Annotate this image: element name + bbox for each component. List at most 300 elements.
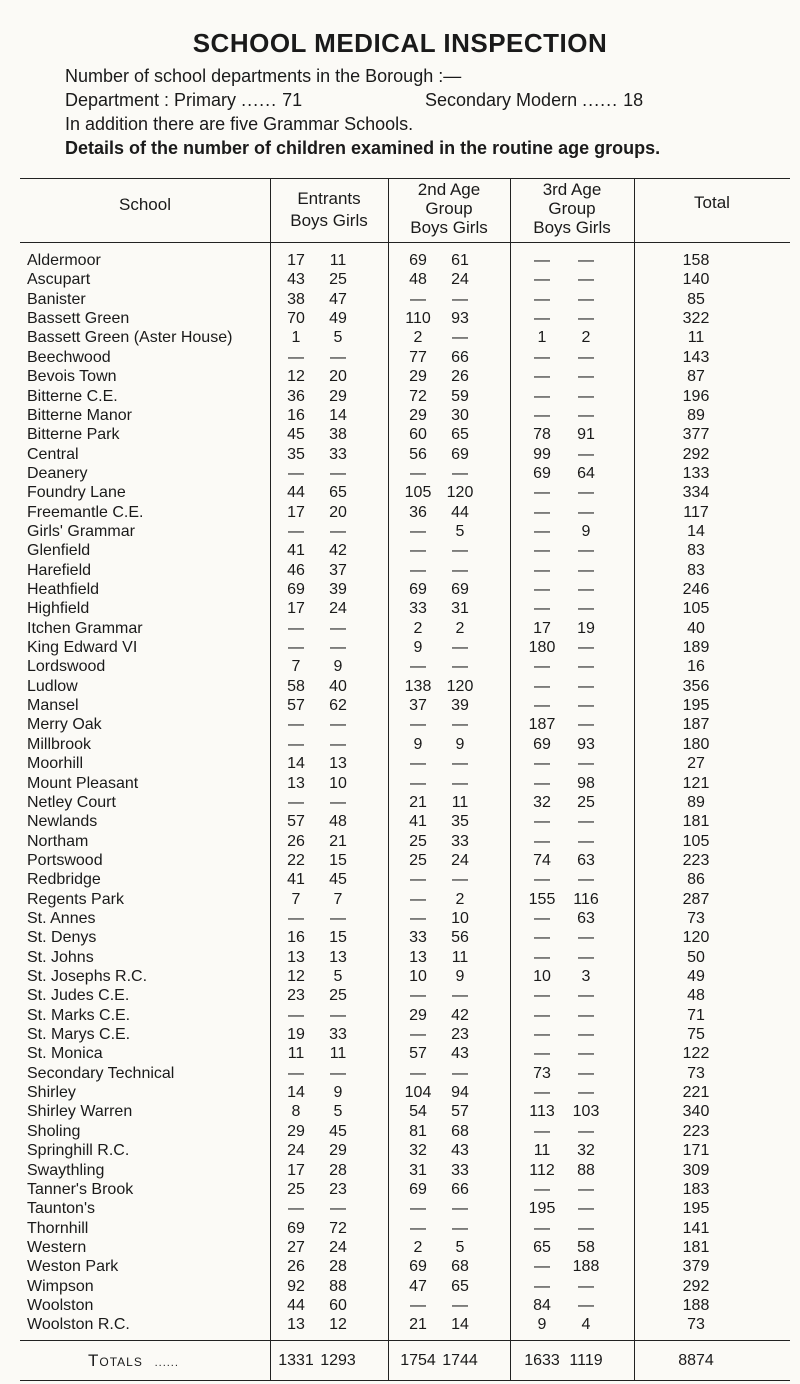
cell-third-girls: — xyxy=(578,252,594,269)
school-name: Mount Pleasant xyxy=(27,774,139,792)
cell-third-girls: 64 xyxy=(577,464,595,482)
cell-entrants-girls: 13 xyxy=(329,948,347,966)
cell-third-boys: — xyxy=(534,1180,550,1198)
cell-third-boys: 32 xyxy=(533,793,551,811)
cell-entrants-girls: — xyxy=(330,793,346,811)
school-name: St. Annes xyxy=(27,909,96,927)
cell-total: 140 xyxy=(682,271,710,289)
header-entrants-sub: Boys Girls xyxy=(290,211,368,230)
school-name: Netley Court xyxy=(27,793,116,811)
totals-label-text: Totals xyxy=(88,1351,143,1370)
cell-second-boys: — xyxy=(410,658,426,676)
cell-total: 86 xyxy=(687,871,705,889)
cell-third-boys: — xyxy=(534,600,550,618)
cell-entrants-girls: 39 xyxy=(329,581,347,598)
cell-entrants-girls: — xyxy=(330,639,346,656)
cell-third-boys: — xyxy=(534,1122,550,1140)
cell-third-girls: — xyxy=(578,368,594,386)
cell-entrants-boys: 1 xyxy=(291,329,301,347)
cell-second-boys: 81 xyxy=(409,1122,427,1140)
school-name: Banister xyxy=(27,290,86,308)
cell-second-boys: 33 xyxy=(409,929,427,947)
cell-third-boys: — xyxy=(534,1006,550,1024)
cell-entrants-girls: 29 xyxy=(329,1142,347,1160)
school-name: Freemantle C.E. xyxy=(27,503,144,521)
cell-third-girls: 19 xyxy=(577,619,595,637)
cell-second-girls: — xyxy=(452,1296,468,1314)
cell-entrants-boys: 45 xyxy=(287,426,305,444)
intro-details-line: Details of the number of children examined in the routine age groups. xyxy=(65,138,661,158)
cell-second-girls: 69 xyxy=(451,581,469,598)
cell-third-boys: — xyxy=(534,581,550,598)
cell-entrants-girls: 24 xyxy=(329,1238,347,1256)
school-name: Wimpson xyxy=(27,1277,94,1295)
school-name: Mansel xyxy=(27,697,79,714)
cell-entrants-girls: 24 xyxy=(329,600,347,618)
header-third-group-label: Group xyxy=(548,199,596,218)
cell-entrants-boys: 19 xyxy=(287,1026,305,1043)
cell-third-girls: — xyxy=(578,813,594,831)
cell-entrants-boys: 8 xyxy=(291,1103,301,1121)
school-name: Swaythling xyxy=(27,1161,105,1179)
school-name: Millbrook xyxy=(27,735,92,753)
cell-third-boys: 155 xyxy=(528,890,556,908)
cell-entrants-boys: — xyxy=(288,735,304,753)
cell-second-girls: 56 xyxy=(451,929,469,947)
school-name: Weston Park xyxy=(27,1258,119,1276)
cell-second-boys: — xyxy=(410,290,426,308)
cell-third-girls: 3 xyxy=(581,968,591,985)
cell-third-boys: — xyxy=(534,677,550,695)
school-name: Moorhill xyxy=(27,755,84,773)
cell-third-boys: — xyxy=(534,871,550,889)
cell-total: 48 xyxy=(687,987,705,1005)
cell-second-boys: — xyxy=(410,871,426,889)
cell-entrants-girls: 11 xyxy=(329,252,347,269)
cell-total: 287 xyxy=(682,890,710,908)
cell-second-girls: 11 xyxy=(451,793,469,811)
cell-second-girls: 94 xyxy=(451,1084,469,1102)
cell-total: 181 xyxy=(682,813,710,831)
cell-second-boys: — xyxy=(410,561,426,579)
cell-entrants-boys: 12 xyxy=(287,968,305,985)
cell-second-boys: 37 xyxy=(409,697,427,714)
header-second-group-label: Group xyxy=(425,199,473,218)
cell-second-girls: — xyxy=(452,561,468,579)
cell-third-boys: — xyxy=(534,1084,550,1102)
cell-third-boys: — xyxy=(534,503,550,521)
cell-entrants-girls: 88 xyxy=(329,1277,347,1295)
cell-total: 105 xyxy=(682,832,710,850)
cell-entrants-boys: 16 xyxy=(287,929,305,947)
cell-third-girls: — xyxy=(578,406,594,424)
cell-third-boys: — xyxy=(534,1219,550,1237)
cell-total: 121 xyxy=(682,774,710,792)
header-bottom-rule xyxy=(20,242,790,243)
total-second-boys: 1754 xyxy=(400,1352,436,1369)
cell-third-girls: — xyxy=(578,716,594,734)
secondary-label: Secondary Modern xyxy=(425,90,578,110)
cell-entrants-boys: 43 xyxy=(287,271,305,289)
school-name: Tanner's Brook xyxy=(27,1180,134,1198)
cell-total: 83 xyxy=(687,561,705,579)
school-name: Shirley Warren xyxy=(27,1103,133,1121)
cell-second-girls: 5 xyxy=(455,1238,465,1256)
school-name: Northam xyxy=(27,832,89,850)
header-second-age-label: 2nd Age xyxy=(417,180,481,199)
cell-third-girls: — xyxy=(578,387,594,405)
cell-second-boys: 60 xyxy=(409,426,427,444)
cell-second-girls: 43 xyxy=(451,1142,469,1160)
cell-entrants-boys: — xyxy=(288,639,304,656)
cell-third-girls: 9 xyxy=(581,522,591,540)
cell-third-boys: — xyxy=(534,987,550,1005)
school-name: Foundry Lane xyxy=(27,484,126,502)
cell-second-boys: 25 xyxy=(409,851,427,869)
cell-total: 188 xyxy=(682,1296,710,1314)
cell-entrants-girls: 40 xyxy=(329,677,347,695)
intro-departments-line: Number of school departments in the Borough :— xyxy=(65,66,462,86)
cell-entrants-girls: 9 xyxy=(333,658,343,676)
cell-entrants-girls: 15 xyxy=(329,851,347,869)
cell-entrants-girls: 38 xyxy=(329,426,347,444)
cell-third-girls: — xyxy=(578,1064,594,1082)
cell-entrants-boys: 27 xyxy=(287,1238,305,1256)
cell-second-girls: — xyxy=(452,755,468,773)
cell-third-girls: 58 xyxy=(577,1238,595,1256)
cell-third-boys: — xyxy=(534,310,550,328)
cell-third-girls: 93 xyxy=(577,735,595,753)
intro-counts-line xyxy=(65,90,735,111)
cell-third-boys: — xyxy=(534,1026,550,1043)
cell-entrants-boys: 7 xyxy=(291,890,301,908)
cell-third-girls: — xyxy=(578,271,594,289)
cell-total: 183 xyxy=(682,1180,710,1198)
cell-third-boys: — xyxy=(534,948,550,966)
primary-value: 71 xyxy=(282,90,303,110)
cell-second-girls: 57 xyxy=(451,1103,469,1121)
cell-third-boys: — xyxy=(534,484,550,502)
cell-entrants-boys: 69 xyxy=(287,581,305,598)
cell-third-girls: — xyxy=(578,290,594,308)
cell-second-boys: 25 xyxy=(409,832,427,850)
cell-total: 334 xyxy=(682,484,710,502)
cell-second-boys: — xyxy=(410,1296,426,1314)
cell-entrants-boys: 12 xyxy=(287,368,305,386)
cell-third-girls: — xyxy=(578,542,594,560)
cell-second-girls: 65 xyxy=(451,1277,469,1295)
school-name: King Edward VI xyxy=(27,639,138,656)
cell-entrants-boys: — xyxy=(288,1064,304,1082)
cell-third-girls: — xyxy=(578,1180,594,1198)
school-name: St. Johns xyxy=(27,948,94,966)
table-bottom-rule xyxy=(20,1380,790,1381)
cell-second-girls: — xyxy=(452,871,468,889)
cell-second-boys: 48 xyxy=(409,271,427,289)
intro-grammar-line: In addition there are five Grammar Schools. xyxy=(65,114,414,134)
cell-total: 85 xyxy=(687,290,705,308)
cell-entrants-girls: — xyxy=(330,1006,346,1024)
school-name: Shirley xyxy=(27,1084,76,1102)
cell-entrants-boys: 41 xyxy=(287,871,305,889)
cell-second-boys: — xyxy=(410,1200,426,1218)
cell-entrants-boys: 57 xyxy=(287,813,305,831)
school-name: Redbridge xyxy=(27,871,101,889)
cell-total: 133 xyxy=(682,464,710,482)
cell-second-boys: 72 xyxy=(409,387,427,405)
cell-second-boys: — xyxy=(410,464,426,482)
cell-total: 71 xyxy=(687,1006,705,1024)
cell-entrants-boys: 26 xyxy=(287,1258,305,1276)
cell-second-boys: 69 xyxy=(409,1258,427,1276)
school-name: Bitterne Park xyxy=(27,426,120,444)
school-name: Deanery xyxy=(27,464,88,482)
cell-third-boys: 84 xyxy=(533,1296,551,1314)
cell-third-girls: — xyxy=(578,832,594,850)
cell-entrants-girls: 65 xyxy=(329,484,347,502)
cell-total: 120 xyxy=(682,929,710,947)
cell-entrants-girls: — xyxy=(330,619,346,637)
cell-entrants-boys: 14 xyxy=(287,1084,305,1102)
cell-total: 27 xyxy=(687,755,705,773)
cell-third-girls: — xyxy=(578,1219,594,1237)
cell-third-boys: — xyxy=(534,348,550,366)
cell-total: 73 xyxy=(687,909,705,927)
cell-total: 189 xyxy=(682,639,710,656)
school-name: Glenfield xyxy=(27,542,91,560)
cell-third-girls: — xyxy=(578,561,594,579)
cell-third-boys: — xyxy=(534,832,550,850)
cell-entrants-girls: 25 xyxy=(329,271,347,289)
cell-second-boys: — xyxy=(410,1026,426,1043)
cell-second-girls: 14 xyxy=(451,1316,469,1334)
school-name: Newlands xyxy=(27,813,98,831)
cell-entrants-girls: 33 xyxy=(329,445,347,463)
cell-second-boys: 21 xyxy=(409,793,427,811)
cell-second-boys: 9 xyxy=(413,735,423,753)
cell-entrants-girls: 37 xyxy=(329,561,347,579)
cell-second-girls: — xyxy=(452,290,468,308)
cell-second-girls: 33 xyxy=(451,832,469,850)
cell-entrants-girls: 62 xyxy=(329,697,347,714)
cell-third-boys: — xyxy=(534,271,550,289)
cell-total: 181 xyxy=(682,1238,710,1256)
school-name: Itchen Grammar xyxy=(27,619,143,637)
school-name: St. Monica xyxy=(27,1045,103,1063)
cell-second-girls: 61 xyxy=(451,252,469,269)
cell-second-boys: — xyxy=(410,987,426,1005)
cell-total: 322 xyxy=(682,310,710,328)
cell-third-boys: 65 xyxy=(533,1238,551,1256)
cell-second-boys: — xyxy=(410,716,426,734)
cell-entrants-girls: 5 xyxy=(333,968,343,985)
cell-second-girls: 93 xyxy=(451,310,469,328)
cell-second-boys: — xyxy=(410,522,426,540)
cell-entrants-girls: 14 xyxy=(329,406,347,424)
cell-total: 340 xyxy=(682,1103,710,1121)
cell-second-boys: 29 xyxy=(409,368,427,386)
secondary-dots: ...... xyxy=(582,90,619,110)
cell-third-boys: 187 xyxy=(528,716,556,734)
header-third-sub: Boys Girls xyxy=(533,218,611,237)
cell-entrants-boys: — xyxy=(288,793,304,811)
cell-third-girls: — xyxy=(578,484,594,502)
cell-second-girls: — xyxy=(452,639,468,656)
cell-third-boys: 180 xyxy=(528,639,556,656)
primary-dots: ...... xyxy=(241,90,278,110)
cell-second-girls: — xyxy=(452,1200,468,1218)
cell-third-boys: 73 xyxy=(533,1064,551,1082)
cell-third-girls: — xyxy=(578,871,594,889)
cell-third-boys: — xyxy=(534,368,550,386)
cell-second-boys: 32 xyxy=(409,1142,427,1160)
cell-second-girls: 42 xyxy=(451,1006,469,1024)
totals-label xyxy=(88,1350,179,1374)
cell-third-girls: 2 xyxy=(581,329,591,347)
cell-third-girls: — xyxy=(578,658,594,676)
cell-second-boys: 104 xyxy=(404,1084,432,1102)
cell-third-girls: 4 xyxy=(581,1316,591,1334)
cell-entrants-boys: 29 xyxy=(287,1122,305,1140)
cell-second-girls: 65 xyxy=(451,426,469,444)
cell-entrants-boys: 11 xyxy=(287,1045,305,1063)
cell-third-boys: — xyxy=(534,1258,550,1276)
cell-third-girls: — xyxy=(578,1122,594,1140)
cell-entrants-boys: 36 xyxy=(287,387,305,405)
cell-second-girls: 120 xyxy=(446,484,474,502)
cell-second-girls: 2 xyxy=(455,619,465,637)
cell-entrants-boys: — xyxy=(288,1006,304,1024)
cell-second-boys: 138 xyxy=(404,677,432,695)
cell-third-girls: 98 xyxy=(577,774,595,792)
cell-total: 143 xyxy=(682,348,710,366)
cell-third-boys: 11 xyxy=(533,1142,551,1160)
cell-second-boys: 47 xyxy=(409,1277,427,1295)
cell-second-girls: 9 xyxy=(455,968,465,985)
total-entrants-boys: 1331 xyxy=(278,1352,314,1369)
cell-entrants-boys: 13 xyxy=(287,774,305,792)
school-name: Secondary Technical xyxy=(27,1064,175,1082)
cell-entrants-boys: 70 xyxy=(287,310,305,328)
school-name: Bitterne Manor xyxy=(27,406,132,424)
school-name: Beechwood xyxy=(27,348,111,366)
cell-entrants-boys: 26 xyxy=(287,832,305,850)
cell-entrants-girls: — xyxy=(330,348,346,366)
cell-second-girls: — xyxy=(452,1219,468,1237)
cell-entrants-boys: 38 xyxy=(287,290,305,308)
school-name: Portswood xyxy=(27,851,103,869)
cell-second-girls: — xyxy=(452,1064,468,1082)
school-name: Bassett Green (Aster House) xyxy=(27,329,233,347)
cell-third-girls: 103 xyxy=(572,1103,600,1121)
table-top-rule xyxy=(20,178,790,179)
cell-entrants-boys: 46 xyxy=(287,561,305,579)
cell-third-girls: — xyxy=(578,1277,594,1295)
cell-third-boys: — xyxy=(534,1045,550,1063)
cell-third-boys: — xyxy=(534,252,550,269)
cell-total: 14 xyxy=(687,522,705,540)
cell-entrants-boys: — xyxy=(288,716,304,734)
cell-entrants-girls: 47 xyxy=(329,290,347,308)
page-title: SCHOOL MEDICAL INSPECTION xyxy=(192,28,608,58)
cell-second-girls: — xyxy=(452,464,468,482)
inspection-table xyxy=(0,162,800,1382)
cell-entrants-girls: — xyxy=(330,1064,346,1082)
cell-second-girls: — xyxy=(452,774,468,792)
cell-second-boys: 2 xyxy=(413,619,423,637)
cell-third-boys: 112 xyxy=(529,1161,555,1179)
cell-third-girls: 188 xyxy=(572,1258,600,1276)
cell-second-boys: 2 xyxy=(413,329,423,347)
cell-second-boys: 56 xyxy=(409,445,427,463)
cell-entrants-boys: 22 xyxy=(287,851,305,869)
cell-third-girls: 116 xyxy=(573,890,599,908)
cell-third-girls: 88 xyxy=(577,1161,595,1179)
cell-total: 122 xyxy=(682,1045,710,1063)
cell-second-girls: 66 xyxy=(451,348,469,366)
cell-second-boys: 105 xyxy=(404,484,432,502)
cell-second-boys: — xyxy=(410,1219,426,1237)
cell-second-boys: 41 xyxy=(409,813,427,831)
cell-entrants-girls: 5 xyxy=(333,329,343,347)
cell-entrants-boys: 17 xyxy=(287,1161,305,1179)
cell-entrants-girls: 13 xyxy=(329,755,347,773)
cell-second-girls: — xyxy=(452,542,468,560)
cell-third-girls: — xyxy=(578,1084,594,1102)
cell-entrants-boys: — xyxy=(288,522,304,540)
cell-third-boys: 99 xyxy=(533,445,551,463)
cell-entrants-girls: 28 xyxy=(329,1258,347,1276)
cell-second-girls: 31 xyxy=(451,600,469,618)
cell-second-girls: 69 xyxy=(451,445,469,463)
cell-entrants-boys: 23 xyxy=(287,987,305,1005)
cell-entrants-girls: 20 xyxy=(329,503,347,521)
cell-entrants-boys: 35 xyxy=(287,445,305,463)
table-row xyxy=(0,1314,800,1336)
cell-entrants-girls: 60 xyxy=(329,1296,347,1314)
primary-label: Department : Primary xyxy=(65,90,237,110)
cell-total: 117 xyxy=(683,503,709,521)
cell-second-girls: 68 xyxy=(451,1258,469,1276)
cell-third-boys: — xyxy=(534,658,550,676)
cell-second-girls: 9 xyxy=(455,735,465,753)
cell-third-boys: 74 xyxy=(533,851,551,869)
cell-entrants-girls: 12 xyxy=(329,1316,347,1334)
cell-second-girls: 24 xyxy=(451,851,469,869)
cell-second-girls: — xyxy=(452,329,468,347)
cell-second-boys: 29 xyxy=(409,1006,427,1024)
cell-second-boys: 9 xyxy=(413,639,423,656)
cell-third-girls: — xyxy=(578,677,594,695)
cell-entrants-girls: 29 xyxy=(329,387,347,405)
cell-entrants-girls: 49 xyxy=(329,310,347,328)
cell-second-girls: 5 xyxy=(455,522,465,540)
cell-third-boys: — xyxy=(534,542,550,560)
school-name: Lordswood xyxy=(27,658,106,676)
cell-second-girls: 66 xyxy=(451,1180,469,1198)
cell-third-girls: 32 xyxy=(577,1142,595,1160)
cell-entrants-girls: 45 xyxy=(329,871,347,889)
school-name: Merry Oak xyxy=(27,716,102,734)
cell-total: 158 xyxy=(682,252,710,269)
school-name: St. Marks C.E. xyxy=(27,1006,131,1024)
cell-total: 87 xyxy=(687,368,705,386)
cell-total: 75 xyxy=(687,1026,705,1043)
cell-second-girls: 11 xyxy=(451,948,469,966)
cell-entrants-girls: — xyxy=(330,716,346,734)
cell-third-boys: — xyxy=(534,909,550,927)
cell-third-girls: — xyxy=(578,755,594,773)
